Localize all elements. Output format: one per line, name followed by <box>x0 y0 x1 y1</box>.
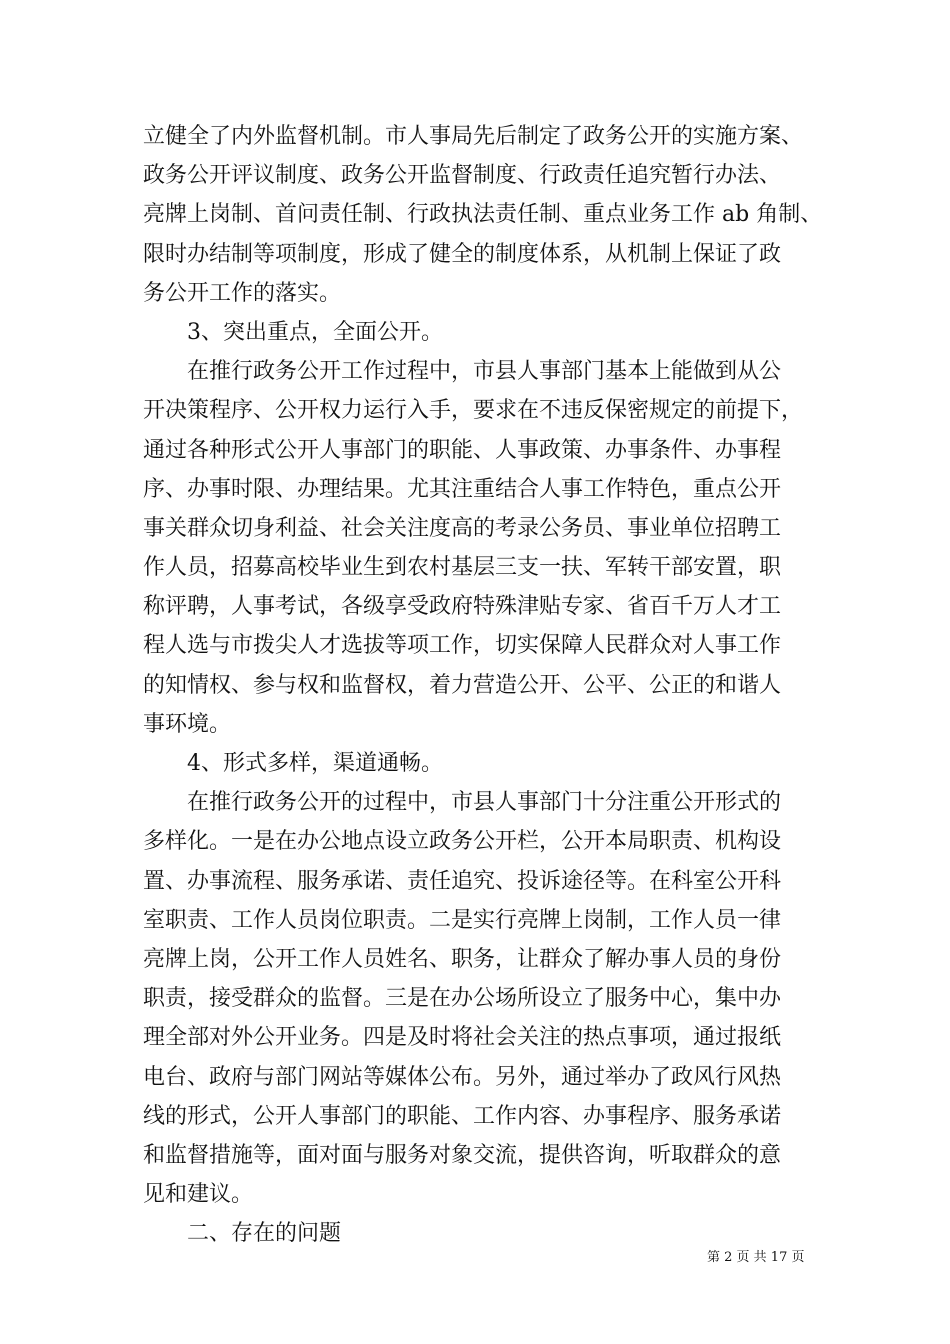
text-line: 作人员，招募高校毕业生到农村基层三支一扶、军转干部安置，职 <box>143 555 782 581</box>
text-line: 多样化。一是在办公地点设立政务公开栏，公开本局职责、机构设 <box>143 829 782 855</box>
text-line: 室职责、工作人员岗位职责。二是实行亮牌上岗制，工作人员一律 <box>143 907 782 933</box>
text-line: 在推行政务公开工作过程中，市县人事部门基本上能做到从公 <box>187 359 782 385</box>
text-line: 政务公开评议制度、政务公开监督制度、行政责任追究暂行办法、 <box>143 163 782 189</box>
text-line: 立健全了内外监督机制。市人事局先后制定了政务公开的实施方案、 <box>143 124 804 149</box>
text-line: 事环境。 <box>143 711 232 737</box>
text-line: 的知情权、参与权和监督权，着力营造公开、公平、公正的和谐人 <box>143 672 782 698</box>
text-line: 4、形式多样，渠道通畅。 <box>187 751 443 776</box>
text-line: 务公开工作的落实。 <box>143 280 342 306</box>
text-line: 在推行政务公开的过程中，市县人事部门十分注重公开形式的 <box>187 790 782 816</box>
page-number: 第 2 页 共 17 页 <box>707 1250 805 1265</box>
text-line: 置、办事流程、服务承诺、责任追究、投诉途径等。在科室公开科 <box>143 868 782 894</box>
text-line: 限时办结制等项制度，形成了健全的制度体系，从机制上保证了政 <box>143 241 782 267</box>
text-line: 线的形式，公开人事部门的职能、工作内容、办事程序、服务承诺 <box>143 1103 782 1129</box>
text-line: 事关群众切身利益、社会关注度高的考录公务员、事业单位招聘工 <box>143 515 782 541</box>
text-line: 电台、政府与部门网站等媒体公布。另外，通过举办了政风行风热 <box>143 1064 782 1090</box>
text-line: 二、存在的问题 <box>187 1221 342 1247</box>
text-line: 通过各种形式公开人事部门的职能、人事政策、办事条件、办事程 <box>143 437 782 463</box>
text-line: 3、突出重点，全面公开。 <box>187 319 443 345</box>
text-line: 见和建议。 <box>143 1182 254 1208</box>
text-line: 开决策程序、公开权力运行入手，要求在不违反保密规定的前提下， <box>143 398 804 424</box>
text-line: 和监督措施等，面对面与服务对象交流，提供咨询，听取群众的意 <box>143 1142 782 1168</box>
text-line: 理全部对外公开业务。四是及时将社会关注的热点事项，通过报纸 <box>143 1025 782 1051</box>
document-body <box>143 117 823 1253</box>
text-line: 序、办事时限、办理结果。尤其注重结合人事工作特色，重点公开 <box>143 476 782 502</box>
text-line: 亮牌上岗制、首问责任制、行政执法责任制、重点业务工作 ab 角制、 <box>143 202 823 228</box>
text-line: 亮牌上岗，公开工作人员姓名、职务，让群众了解办事人员的身份 <box>143 946 782 972</box>
text-line: 称评聘，人事考试，各级享受政府特殊津贴专家、省百千万人才工 <box>143 594 782 620</box>
text-line: 程人选与市拨尖人才选拔等项工作，切实保障人民群众对人事工作 <box>143 633 782 659</box>
text-line: 职责，接受群众的监督。三是在办公场所设立了服务中心，集中办 <box>143 986 782 1012</box>
